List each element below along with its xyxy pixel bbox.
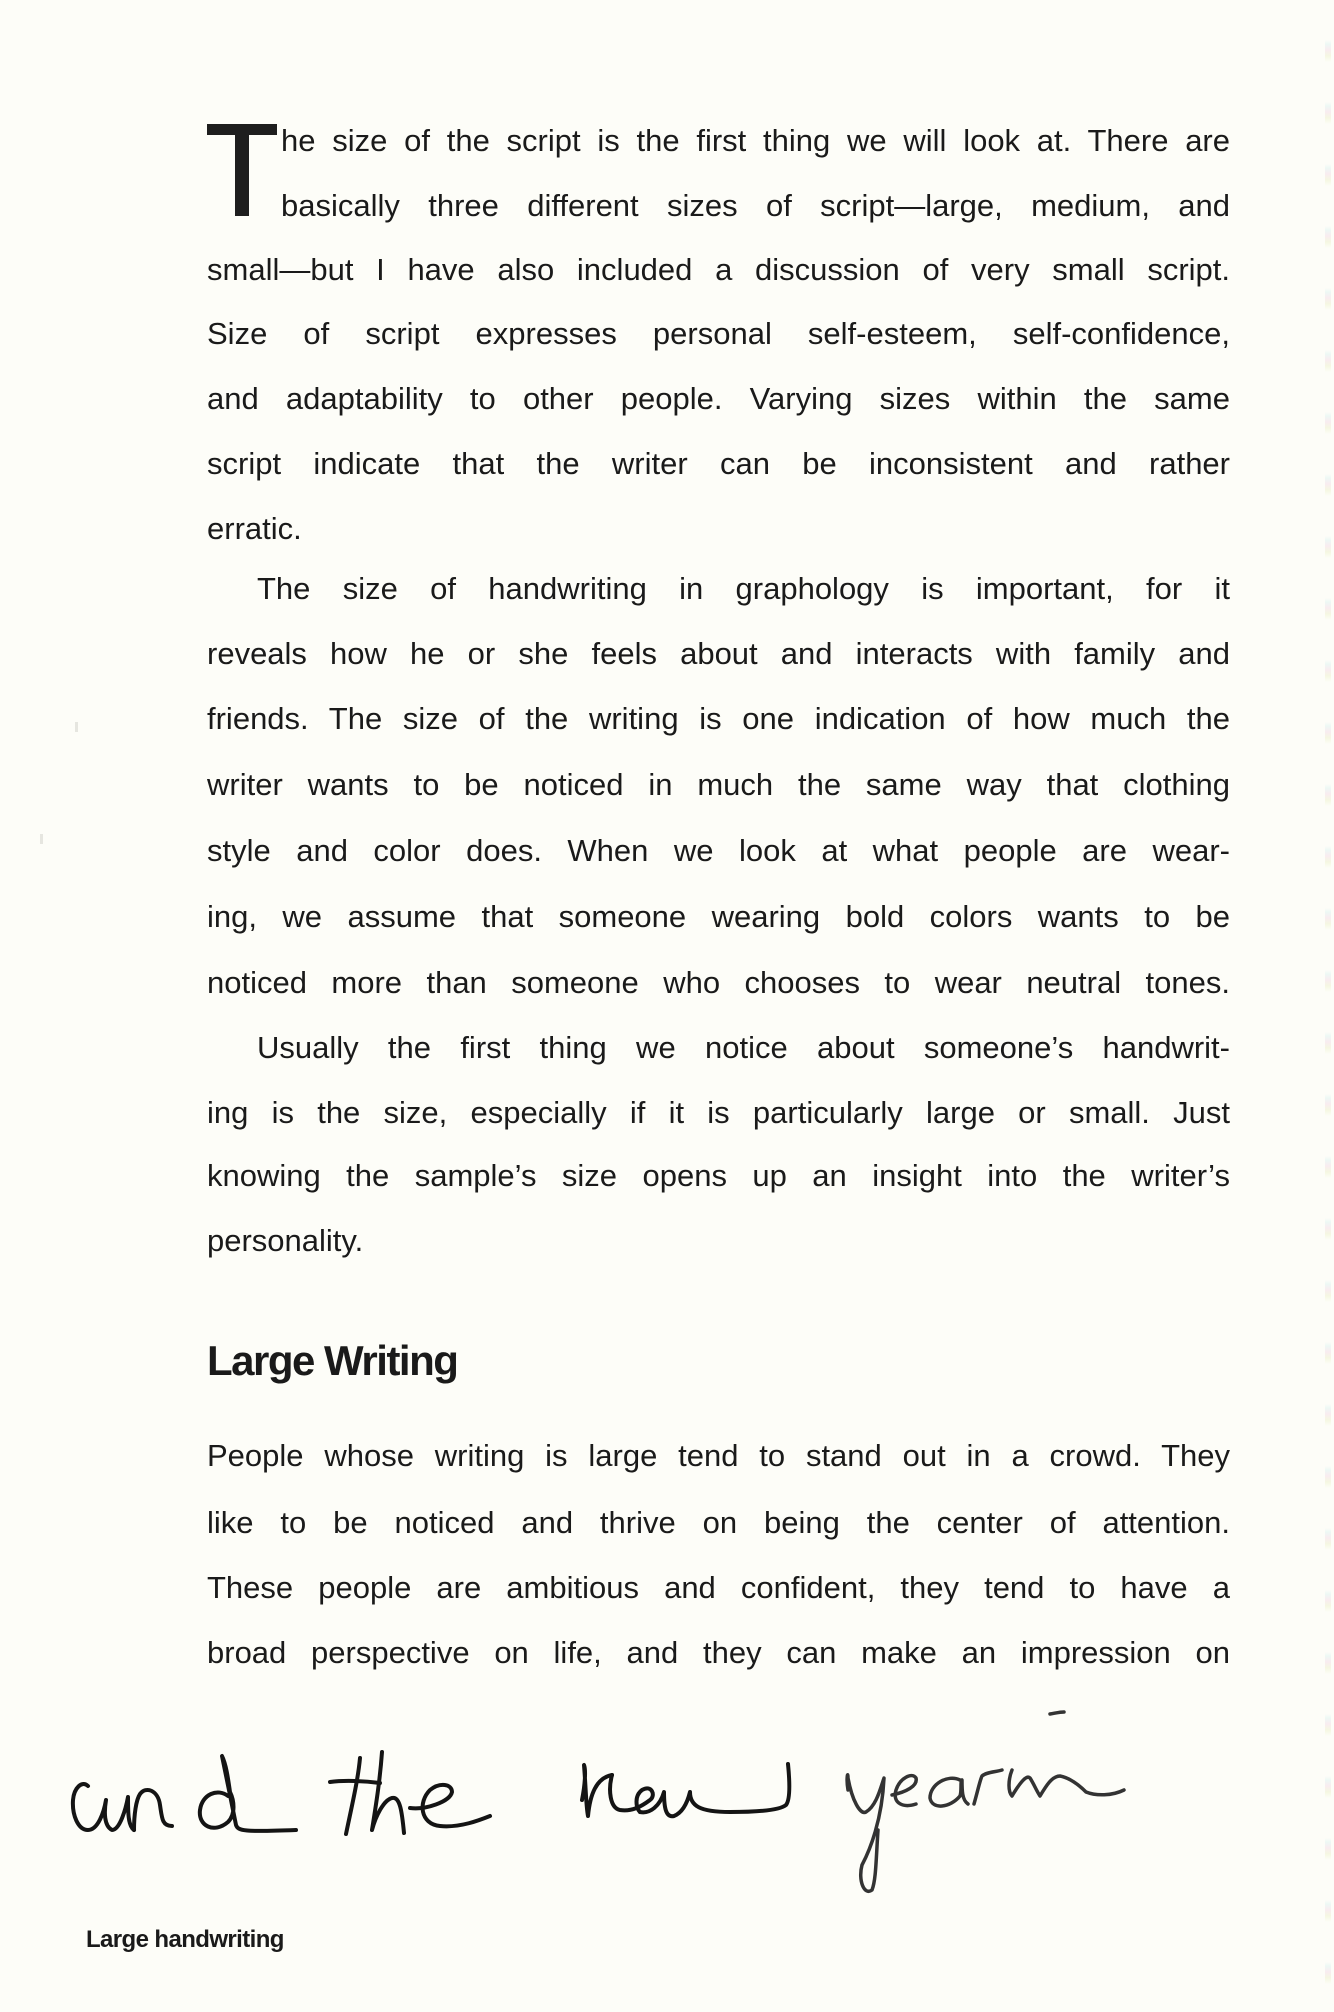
paragraph-1-line: small—but I have also included a discussion of very small script. xyxy=(207,252,1230,287)
paragraph-2-line: friends. The size of the writing is one indication of how much the xyxy=(207,701,1230,736)
paragraph-2-line: reveals how he or she feels about and interacts with family and xyxy=(207,636,1230,671)
paragraph-4-line: broad perspective on life, and they can make an impression on xyxy=(207,1635,1230,1670)
paragraph-3-line: Usually the first thing we notice about someone’s handwrit- xyxy=(257,1030,1230,1065)
paragraph-1-line: and adaptability to other people. Varying sizes within the same xyxy=(207,381,1230,416)
paragraph-3-line: personality. xyxy=(207,1223,364,1258)
paragraph-1-line: script indicate that the writer can be inconsistent and rather xyxy=(207,446,1230,481)
paragraph-2-line: noticed more than someone who chooses to wear neutral tones. xyxy=(207,965,1230,1000)
paragraph-4-line: These people are ambitious and confident, they tend to have a xyxy=(207,1570,1230,1605)
paragraph-2-line: The size of handwriting in graphology is important, for it xyxy=(257,571,1230,606)
figure-caption: Large handwriting xyxy=(86,1926,284,1953)
scan-edge-artifact xyxy=(1325,0,1331,2007)
paragraph-1-line: erratic. xyxy=(207,511,302,546)
paragraph-4-line: like to be noticed and thrive on being the center of attention. xyxy=(207,1505,1230,1540)
scan-speck xyxy=(40,834,43,844)
section-heading: Large Writing xyxy=(207,1337,458,1384)
drop-cap xyxy=(207,124,277,216)
drop-cap-stem xyxy=(235,124,249,216)
paragraph-1-line: Size of script expresses personal self-esteem, self-confidence, xyxy=(207,316,1230,351)
paragraph-3-line: knowing the sample’s size opens up an insight into the writer’s xyxy=(207,1158,1230,1193)
paragraph-2-line: writer wants to be noticed in much the same way that clothing xyxy=(207,767,1230,802)
paragraph-1-line: he size of the script is the first thing we will look at. There are xyxy=(281,123,1230,158)
paragraph-3-line: ing is the size, especially if it is particularly large or small. Just xyxy=(207,1095,1230,1130)
paragraph-4-line: People whose writing is large tend to stand out in a crowd. They xyxy=(207,1438,1230,1473)
paragraph-2-line: style and color does. When we look at what people are wear- xyxy=(207,833,1230,868)
paragraph-1-line: basically three different sizes of script—large, medium, and xyxy=(281,188,1230,223)
paragraph-2-line: ing, we assume that someone wearing bold colors wants to be xyxy=(207,899,1230,934)
scan-speck xyxy=(75,722,78,732)
